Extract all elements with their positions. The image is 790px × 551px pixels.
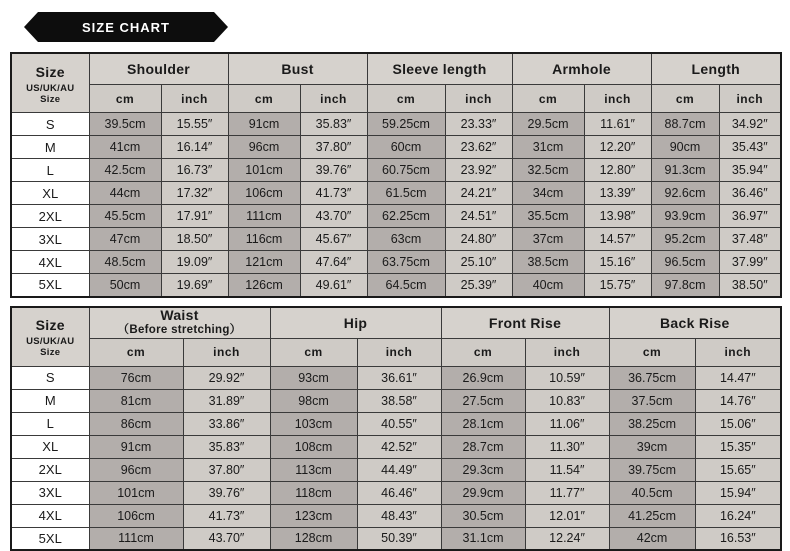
table-cell: 35.94″	[719, 159, 781, 182]
table-row	[11, 527, 781, 550]
bottom-size-table	[10, 306, 782, 551]
table-cell: 14.76″	[695, 389, 781, 412]
table-cell: 17.91″	[161, 205, 228, 228]
table-cell: 31cm	[512, 136, 584, 159]
table-cell: 88.7cm	[651, 113, 719, 136]
table-cell: 45.67″	[300, 228, 367, 251]
subheader-front-rise-inch: inch	[525, 338, 609, 366]
table-cell: 38.58″	[357, 389, 441, 412]
table-cell: 29.5cm	[512, 113, 584, 136]
banner-left-ribbon	[24, 12, 38, 42]
table-cell: 32.5cm	[512, 159, 584, 182]
table-cell: 106cm	[89, 504, 183, 527]
table-cell: 13.39″	[584, 182, 651, 205]
row-size-label: 2XL	[11, 458, 89, 481]
table-cell: 29.3cm	[441, 458, 525, 481]
size-chart-page	[0, 8, 790, 535]
subheader-shoulder-inch: inch	[161, 85, 228, 113]
table-cell: 101cm	[89, 481, 183, 504]
table-cell: 30.5cm	[441, 504, 525, 527]
banner-right-ribbon	[214, 12, 228, 42]
table-cell: 17.32″	[161, 182, 228, 205]
table-cell: 118cm	[270, 481, 357, 504]
table-cell: 42.52″	[357, 435, 441, 458]
banner	[10, 8, 780, 48]
table-cell: 111cm	[228, 205, 300, 228]
table-cell: 37.48″	[719, 228, 781, 251]
table-cell: 113cm	[270, 458, 357, 481]
table-row	[11, 366, 781, 389]
table-cell: 24.80″	[445, 228, 512, 251]
table-cell: 40.5cm	[609, 481, 695, 504]
header-front-rise: Front Rise	[441, 307, 609, 339]
table-cell: 41.25cm	[609, 504, 695, 527]
table-cell: 37.80″	[300, 136, 367, 159]
table-cell: 12.20″	[584, 136, 651, 159]
table-cell: 60cm	[367, 136, 445, 159]
row-size-label: 2XL	[11, 205, 89, 228]
header-shoulder: Shoulder	[89, 53, 228, 85]
table-cell: 76cm	[89, 366, 183, 389]
table-cell: 36.61″	[357, 366, 441, 389]
subheader-hip-cm: cm	[270, 338, 357, 366]
table-cell: 40cm	[512, 274, 584, 297]
table-cell: 15.55″	[161, 113, 228, 136]
subheader-back-rise-cm: cm	[609, 338, 695, 366]
table-cell: 25.39″	[445, 274, 512, 297]
table-cell: 11.30″	[525, 435, 609, 458]
table-cell: 34.92″	[719, 113, 781, 136]
table-cell: 61.5cm	[367, 182, 445, 205]
table-cell: 16.53″	[695, 527, 781, 550]
table-cell: 13.98″	[584, 205, 651, 228]
table-cell: 14.57″	[584, 228, 651, 251]
table-row	[11, 136, 781, 159]
table-row	[11, 113, 781, 136]
header-waist-note: （Before stretching）	[90, 323, 270, 338]
table-cell: 12.80″	[584, 159, 651, 182]
subheader-sleeve-inch: inch	[445, 85, 512, 113]
table-cell: 34cm	[512, 182, 584, 205]
table-cell: 42cm	[609, 527, 695, 550]
table-cell: 42.5cm	[89, 159, 161, 182]
table-cell: 39.5cm	[89, 113, 161, 136]
table-row	[11, 481, 781, 504]
table-row	[11, 251, 781, 274]
table-cell: 12.24″	[525, 527, 609, 550]
subheader-bust-inch: inch	[300, 85, 367, 113]
table-cell: 23.62″	[445, 136, 512, 159]
table-cell: 38.5cm	[512, 251, 584, 274]
table-cell: 43.70″	[183, 527, 270, 550]
table-cell: 90cm	[651, 136, 719, 159]
table-cell: 60.75cm	[367, 159, 445, 182]
table-cell: 39.76″	[300, 159, 367, 182]
header-bust: Bust	[228, 53, 367, 85]
table-cell: 39.76″	[183, 481, 270, 504]
table-cell: 45.5cm	[89, 205, 161, 228]
bottom-table-subheader-row	[11, 338, 781, 366]
table-cell: 35.83″	[300, 113, 367, 136]
table-cell: 36.97″	[719, 205, 781, 228]
table-cell: 47cm	[89, 228, 161, 251]
table-cell: 15.65″	[695, 458, 781, 481]
table-cell: 116cm	[228, 228, 300, 251]
header-hip: Hip	[270, 307, 441, 339]
table-cell: 63.75cm	[367, 251, 445, 274]
header-waist	[89, 307, 270, 339]
subheader-waist-inch: inch	[183, 338, 270, 366]
row-size-label: 5XL	[11, 274, 89, 297]
table-cell: 49.61″	[300, 274, 367, 297]
table-cell: 15.35″	[695, 435, 781, 458]
table-cell: 24.51″	[445, 205, 512, 228]
table-cell: 16.14″	[161, 136, 228, 159]
header-size: Size US/UK/AU Size	[11, 53, 89, 113]
subheader-sleeve-cm: cm	[367, 85, 445, 113]
row-size-label: 3XL	[11, 481, 89, 504]
header-back-rise: Back Rise	[609, 307, 781, 339]
table-cell: 39.75cm	[609, 458, 695, 481]
subheader-hip-inch: inch	[357, 338, 441, 366]
bottom-table-header-row	[11, 307, 781, 339]
subheader-back-rise-inch: inch	[695, 338, 781, 366]
row-size-label: S	[11, 113, 89, 136]
header-sleeve-length: Sleeve length	[367, 53, 512, 85]
row-size-label: M	[11, 136, 89, 159]
table-cell: 38.50″	[719, 274, 781, 297]
table-cell: 91cm	[89, 435, 183, 458]
table-row	[11, 504, 781, 527]
table-cell: 16.24″	[695, 504, 781, 527]
table-cell: 37cm	[512, 228, 584, 251]
table-cell: 26.9cm	[441, 366, 525, 389]
table-cell: 40.55″	[357, 412, 441, 435]
table-cell: 31.1cm	[441, 527, 525, 550]
table-cell: 11.06″	[525, 412, 609, 435]
table-cell: 24.21″	[445, 182, 512, 205]
table-cell: 96cm	[89, 458, 183, 481]
table-cell: 35.83″	[183, 435, 270, 458]
table-cell: 27.5cm	[441, 389, 525, 412]
subheader-shoulder-cm: cm	[89, 85, 161, 113]
table-cell: 95.2cm	[651, 228, 719, 251]
table-cell: 96.5cm	[651, 251, 719, 274]
header-length: Length	[651, 53, 781, 85]
table-cell: 37.5cm	[609, 389, 695, 412]
row-size-label: S	[11, 366, 89, 389]
table-row	[11, 274, 781, 297]
table-cell: 41.73″	[300, 182, 367, 205]
bottom-table-body	[11, 366, 781, 550]
subheader-armhole-cm: cm	[512, 85, 584, 113]
table-cell: 128cm	[270, 527, 357, 550]
table-cell: 16.73″	[161, 159, 228, 182]
subheader-armhole-inch: inch	[584, 85, 651, 113]
table-cell: 93.9cm	[651, 205, 719, 228]
table-cell: 12.01″	[525, 504, 609, 527]
table-row	[11, 412, 781, 435]
table-cell: 44cm	[89, 182, 161, 205]
table-cell: 86cm	[89, 412, 183, 435]
header-size-bottom: Size US/UK/AU Size	[11, 307, 89, 367]
top-size-table	[10, 52, 782, 298]
row-size-label: XL	[11, 182, 89, 205]
row-size-label: 5XL	[11, 527, 89, 550]
table-cell: 46.46″	[357, 481, 441, 504]
table-cell: 15.06″	[695, 412, 781, 435]
table-cell: 41.73″	[183, 504, 270, 527]
table-cell: 121cm	[228, 251, 300, 274]
table-cell: 38.25cm	[609, 412, 695, 435]
subheader-front-rise-cm: cm	[441, 338, 525, 366]
banner-plate	[38, 12, 214, 42]
header-waist-label: Waist	[90, 308, 270, 323]
table-cell: 93cm	[270, 366, 357, 389]
table-cell: 15.16″	[584, 251, 651, 274]
table-row	[11, 228, 781, 251]
table-cell: 11.61″	[584, 113, 651, 136]
table-row	[11, 389, 781, 412]
table-cell: 96cm	[228, 136, 300, 159]
row-size-label: XL	[11, 435, 89, 458]
table-cell: 11.77″	[525, 481, 609, 504]
table-row	[11, 458, 781, 481]
table-cell: 15.94″	[695, 481, 781, 504]
table-row	[11, 159, 781, 182]
table-cell: 123cm	[270, 504, 357, 527]
table-cell: 108cm	[270, 435, 357, 458]
table-cell: 50cm	[89, 274, 161, 297]
row-size-label: 4XL	[11, 251, 89, 274]
table-cell: 59.25cm	[367, 113, 445, 136]
table-cell: 63cm	[367, 228, 445, 251]
table-cell: 37.80″	[183, 458, 270, 481]
table-cell: 92.6cm	[651, 182, 719, 205]
table-cell: 36.75cm	[609, 366, 695, 389]
table-spacer	[10, 298, 780, 306]
top-table-subheader-row	[11, 85, 781, 113]
table-cell: 43.70″	[300, 205, 367, 228]
table-cell: 111cm	[89, 527, 183, 550]
row-size-label: M	[11, 389, 89, 412]
table-cell: 103cm	[270, 412, 357, 435]
table-cell: 29.92″	[183, 366, 270, 389]
table-cell: 62.25cm	[367, 205, 445, 228]
table-row	[11, 435, 781, 458]
table-cell: 47.64″	[300, 251, 367, 274]
table-cell: 28.1cm	[441, 412, 525, 435]
top-table-body	[11, 113, 781, 297]
table-cell: 36.46″	[719, 182, 781, 205]
table-cell: 31.89″	[183, 389, 270, 412]
table-cell: 39cm	[609, 435, 695, 458]
table-cell: 64.5cm	[367, 274, 445, 297]
table-cell: 28.7cm	[441, 435, 525, 458]
subheader-bust-cm: cm	[228, 85, 300, 113]
table-cell: 33.86″	[183, 412, 270, 435]
row-size-label: 3XL	[11, 228, 89, 251]
table-cell: 25.10″	[445, 251, 512, 274]
table-cell: 97.8cm	[651, 274, 719, 297]
table-cell: 35.5cm	[512, 205, 584, 228]
table-cell: 35.43″	[719, 136, 781, 159]
table-cell: 14.47″	[695, 366, 781, 389]
page-title: SIZE CHART	[82, 20, 170, 35]
table-cell: 48.43″	[357, 504, 441, 527]
subheader-length-inch: inch	[719, 85, 781, 113]
table-cell: 91cm	[228, 113, 300, 136]
subheader-length-cm: cm	[651, 85, 719, 113]
row-size-label: 4XL	[11, 504, 89, 527]
header-armhole: Armhole	[512, 53, 651, 85]
table-cell: 106cm	[228, 182, 300, 205]
table-cell: 44.49″	[357, 458, 441, 481]
table-cell: 81cm	[89, 389, 183, 412]
table-cell: 91.3cm	[651, 159, 719, 182]
table-cell: 50.39″	[357, 527, 441, 550]
table-cell: 11.54″	[525, 458, 609, 481]
row-size-label: L	[11, 159, 89, 182]
table-cell: 48.5cm	[89, 251, 161, 274]
subheader-waist-cm: cm	[89, 338, 183, 366]
table-cell: 41cm	[89, 136, 161, 159]
table-cell: 126cm	[228, 274, 300, 297]
table-cell: 29.9cm	[441, 481, 525, 504]
table-cell: 10.83″	[525, 389, 609, 412]
table-cell: 18.50″	[161, 228, 228, 251]
table-row	[11, 182, 781, 205]
table-cell: 15.75″	[584, 274, 651, 297]
table-row	[11, 205, 781, 228]
table-cell: 19.09″	[161, 251, 228, 274]
table-cell: 37.99″	[719, 251, 781, 274]
table-cell: 19.69″	[161, 274, 228, 297]
table-cell: 98cm	[270, 389, 357, 412]
table-cell: 23.92″	[445, 159, 512, 182]
table-cell: 10.59″	[525, 366, 609, 389]
table-cell: 23.33″	[445, 113, 512, 136]
row-size-label: L	[11, 412, 89, 435]
table-cell: 101cm	[228, 159, 300, 182]
top-table-header-row	[11, 53, 781, 85]
